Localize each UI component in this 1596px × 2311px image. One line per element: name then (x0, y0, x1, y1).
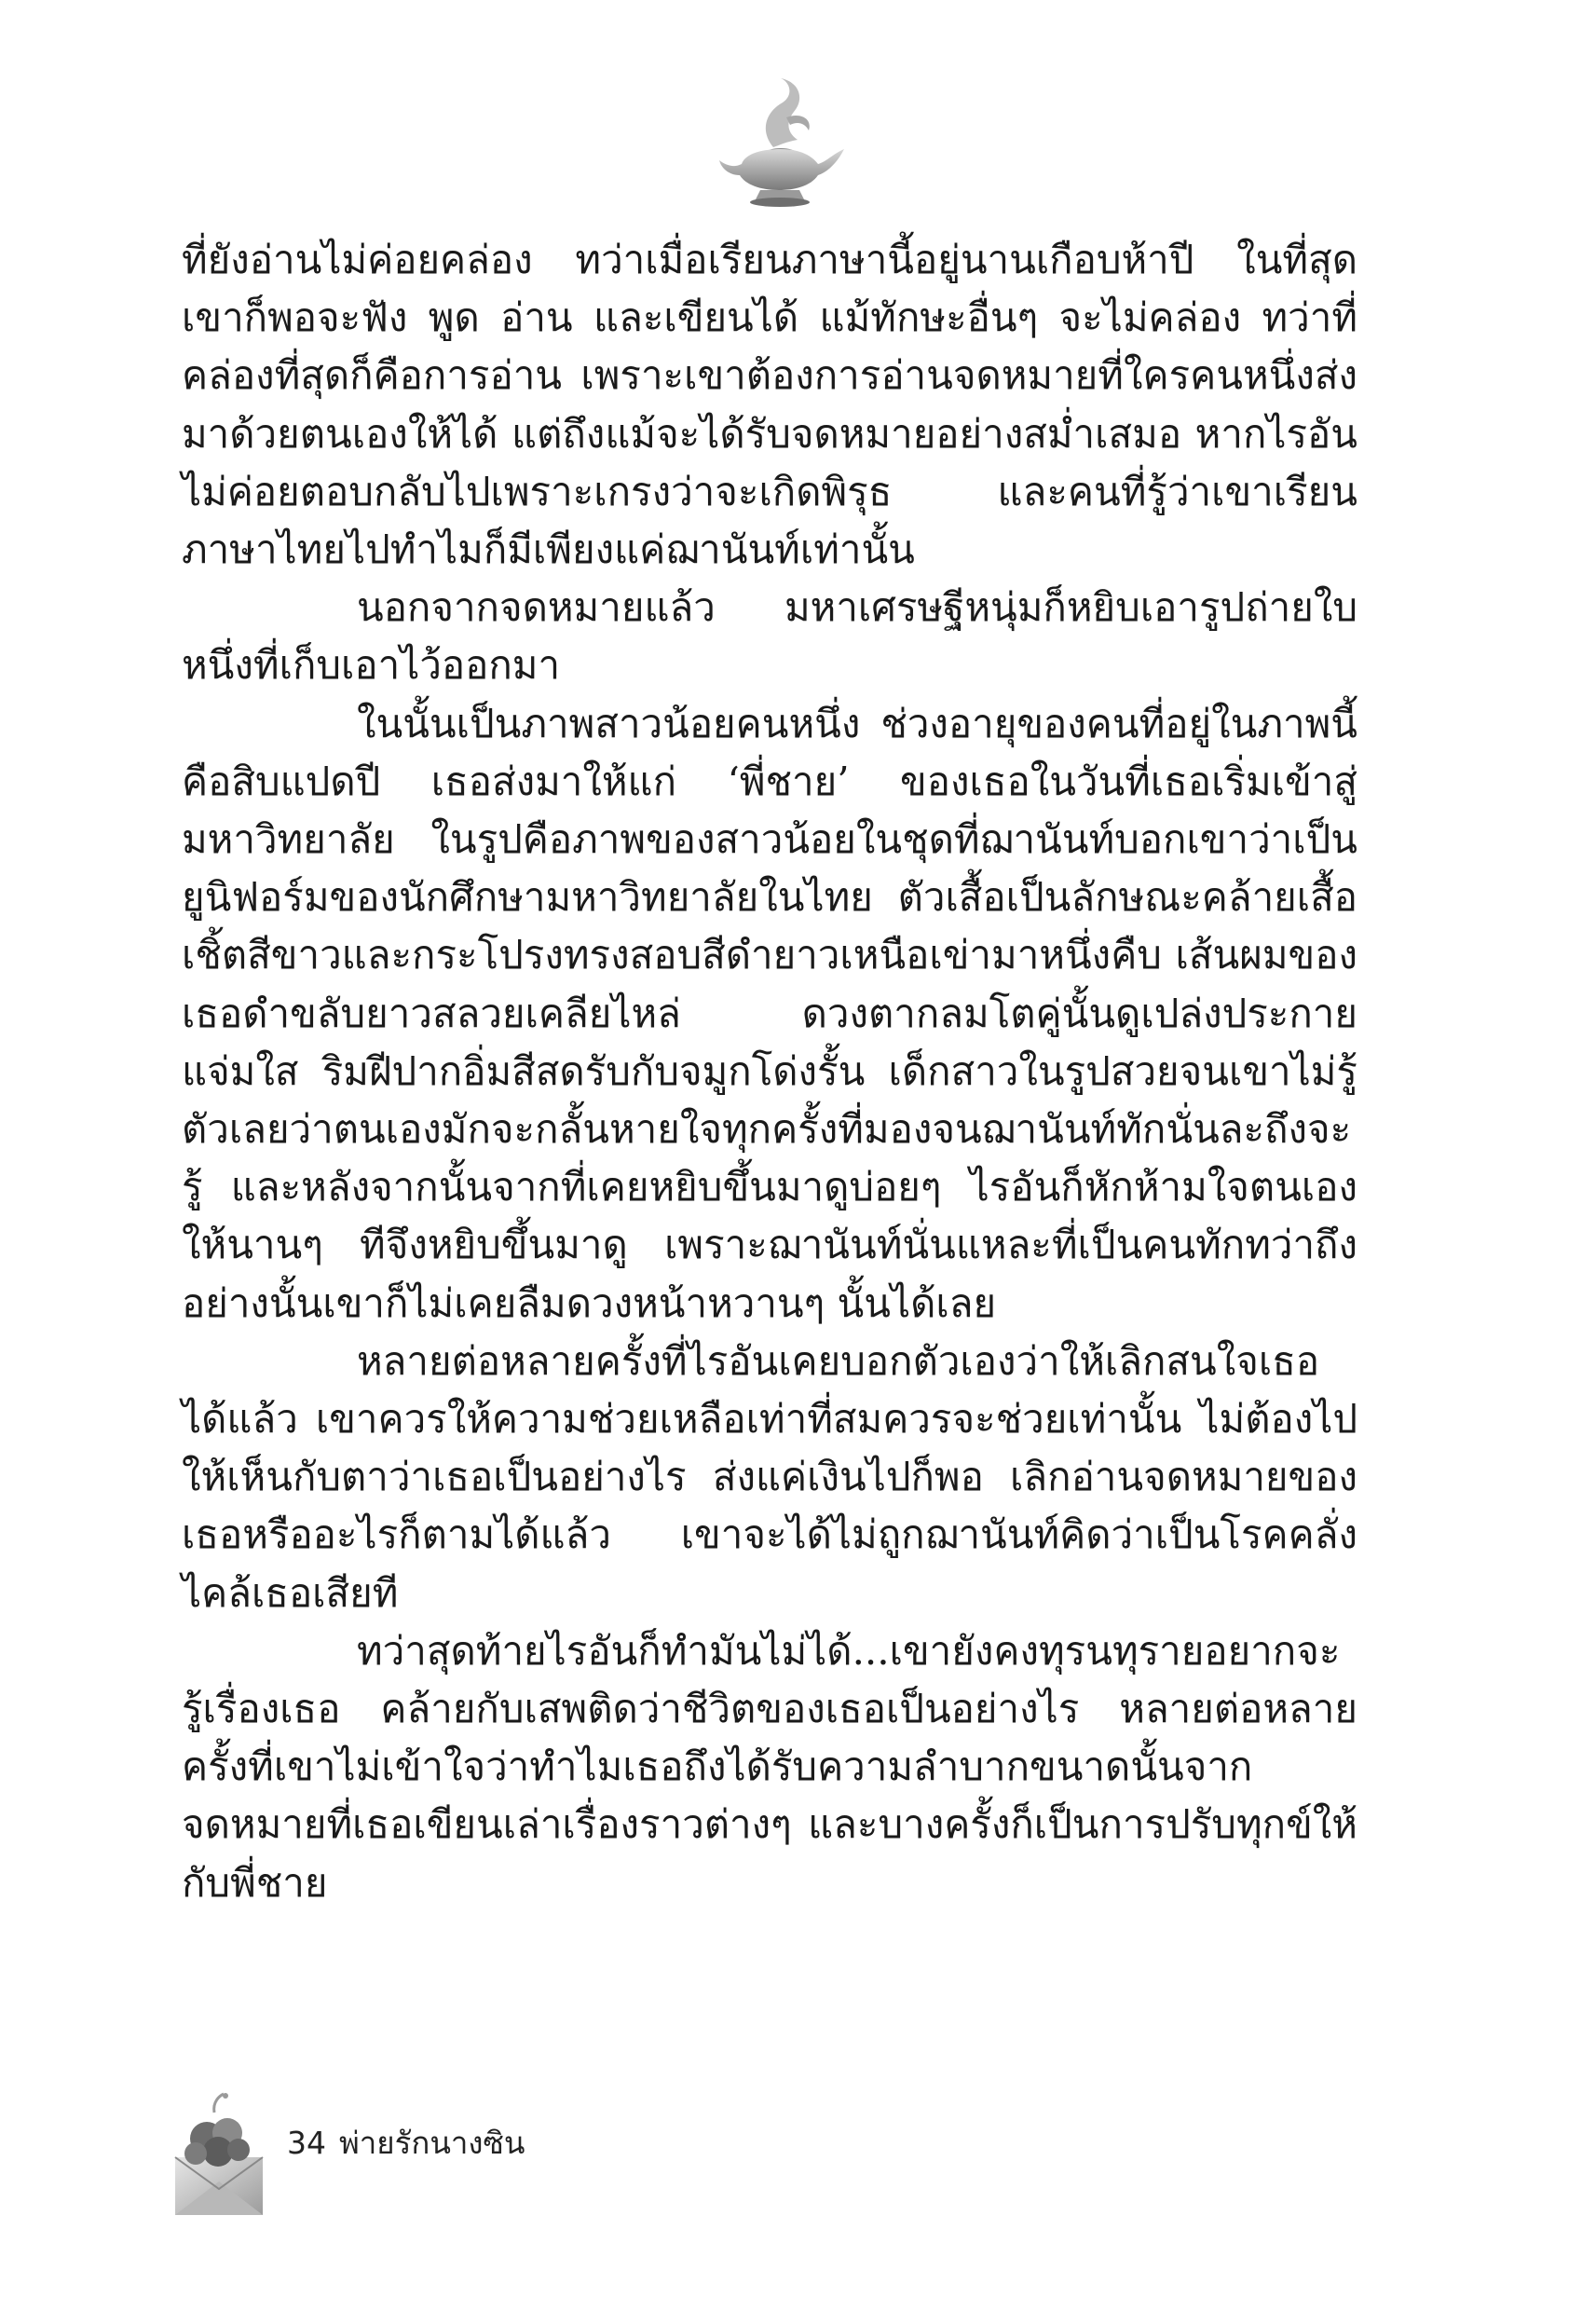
page-footer-label (287, 2118, 525, 2167)
paragraph: ทว่าสุดท้ายไรอันก็ทำมันไม่ได้...เขายังคงทุรนทุรายอยากจะรู้เรื่องเธอ คล้ายกับเสพติดว่าชีวิตของเธอเป็นอย่างไร หลายต่อหลายครั้งที่เขาไม่เข้าใจว่าทำไมเธอถึงได้รับความลำบากขนาดนั้นจากจดหมายที่เธอเขียนเล่าเรื่องราวต่างๆ และบางครั้งก็เป็นการปรับทุกข์ให้กับพี่ชาย (182, 1627, 1357, 1906)
page-footer (158, 2092, 717, 2222)
paragraph: นอกจากจดหมายแล้ว มหาเศรษฐีหนุ่มก็หยิบเอารูปถ่ายใบหนึ่งที่เก็บเอาไว้ออกมา (182, 584, 1357, 689)
body-text (182, 231, 1357, 1912)
page-number: 34 (287, 2125, 326, 2161)
paragraph: ที่ยังอ่านไม่ค่อยคล่อง ทว่าเมื่อเรียนภาษานี้อยู่นานเกือบห้าปี ในที่สุดเขาก็พอจะฟัง พูด อ่าน และเขียนได้ แม้ทักษะอื่นๆ จะไม่คล่อง ทว่าที่คล่องที่สุดก็คือการอ่าน เพราะเขาต้องการอ่านจดหมายที่ใครคนหนึ่งส่งมาด้วยตนเองให้ได้ แต่ถึงแม้จะได้รับจดหมายอย่างสม่ำเสมอ หากไรอันไม่ค่อยตอบกลับไปเพราะเกรงว่าจะเกิดพิรุธ และคนที่รู้ว่าเขาเรียนภาษาไทยไปทำไมก็มีเพียงแค่ฌานันท์เท่านั้น (182, 237, 1357, 573)
paragraph: ในนั้นเป็นภาพสาวน้อยคนหนึ่ง ช่วงอายุของคนที่อยู่ในภาพนี้คือสิบแปดปี เธอส่งมาให้แก่ ‘พี่ชาย’ ของเธอในวันที่เธอเริ่มเข้าสู่มหาวิทยาลัย ในรูปคือภาพของสาวน้อยในชุดที่ฌานันท์บอกเขาว่าเป็นยูนิฟอร์มของนักศึกษามหาวิทยาลัยในไทย ตัวเสื้อเป็นลักษณะคล้ายเสื้อเชิ้ตสีขาวและกระโปรงทรงสอบสีดำยาวเหนือเข่ามาหนึ่งคืบ เส้นผมของเธอดำขลับยาวสลวยเคลียไหล่ ดวงตากลมโตคู่นั้นดูเปล่งประกายแจ่มใส ริมฝีปากอิ่มสีสดรับกับจมูกโด่งรั้น เด็กสาวในรูปสวยจนเขาไม่รู้ตัวเลยว่าตนเองมักจะกลั้นหายใจทุกครั้งที่มองจนฌานันท์ทักนั่นละถึงจะรู้ และหลังจากนั้นจากที่เคยหยิบขึ้นมาดูบ่อยๆ ไรอันก็หักห้ามใจตนเองให้นานๆ ทีจึงหยิบขึ้นมาดู เพราะฌานันท์นั่นแหละที่เป็นคนทักทว่าถึงอย่างนั้นเขาก็ไม่เคยลืมดวงหน้าหวานๆ นั้นได้เลย (182, 700, 1357, 1326)
floral-envelope-icon (158, 2092, 280, 2222)
magic-lamp-icon (708, 75, 848, 214)
paragraph: หลายต่อหลายครั้งที่ไรอันเคยบอกตัวเองว่าให้เลิกสนใจเธอได้แล้ว เขาควรให้ความช่วยเหลือเท่าที่สมควรจะช่วยเท่านั้น ไม่ต้องไปให้เห็นกับตาว่าเธอเป็นอย่างไร ส่งแค่เงินไปก็พอ เลิกอ่านจดหมายของเธอหรืออะไรก็ตามได้แล้ว เขาจะได้ไม่ถูกฌานันท์คิดว่าเป็นโรคคลั่งไคล้เธอเสียที (182, 1337, 1357, 1616)
book-title: พ่ายรักนางซิน (339, 2125, 525, 2161)
